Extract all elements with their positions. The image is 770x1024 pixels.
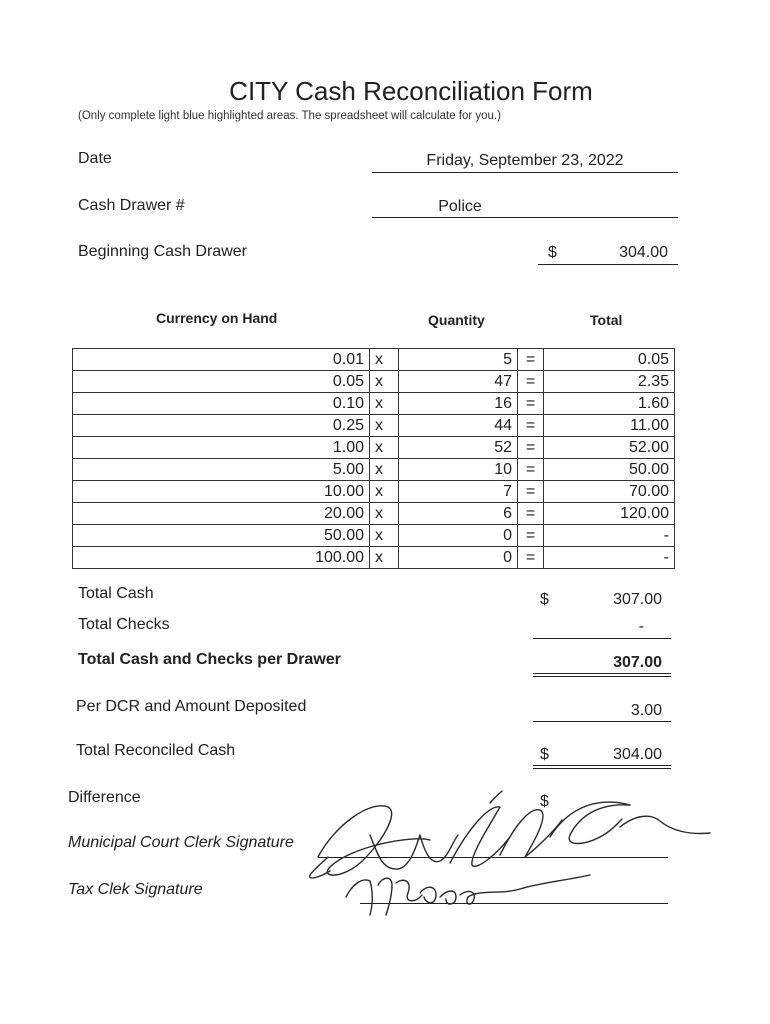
difference-currency: $ — [540, 793, 549, 810]
table-row — [73, 415, 675, 437]
equals-sign: = — [518, 349, 544, 371]
quantity-cell[interactable]: 5 — [399, 349, 518, 371]
multiply-sign: x — [370, 525, 399, 547]
total-cell: - — [544, 525, 675, 547]
total-cell: 1.60 — [544, 393, 675, 415]
table-row — [73, 481, 675, 503]
total-cash-value: 307.00 — [613, 591, 662, 608]
dcr-deposit-label: Per DCR and Amount Deposited — [76, 698, 307, 715]
date-label: Date — [78, 150, 112, 167]
beginning-cash-label: Beginning Cash Drawer — [78, 243, 247, 260]
equals-sign: = — [518, 437, 544, 459]
quantity-cell[interactable]: 47 — [399, 371, 518, 393]
equals-sign: = — [518, 415, 544, 437]
date-underline — [372, 172, 678, 173]
difference-label: Difference — [68, 789, 141, 806]
currency-column-header: Currency on Hand — [156, 310, 278, 326]
form-title: CITY Cash Reconciliation Form — [229, 76, 593, 106]
multiply-sign: x — [370, 437, 399, 459]
table-row — [73, 393, 675, 415]
total-checks-underline — [533, 638, 671, 639]
reconciled-cash-currency: $ — [540, 746, 549, 763]
total-cell: 120.00 — [544, 503, 675, 525]
total-column-header: Total — [590, 312, 623, 328]
denomination-cell: 5.00 — [73, 459, 370, 481]
table-row — [73, 459, 675, 481]
quantity-cell[interactable]: 16 — [399, 393, 518, 415]
equals-sign: = — [518, 525, 544, 547]
denomination-cell: 50.00 — [73, 525, 370, 547]
quantity-column-header: Quantity — [428, 312, 485, 328]
tax-clerk-signature-scribble — [346, 875, 590, 915]
dcr-deposit-underline — [533, 721, 671, 722]
cash-and-checks-label: Total Cash and Checks per Drawer — [78, 651, 341, 668]
multiply-sign: x — [370, 547, 399, 569]
equals-sign: = — [518, 371, 544, 393]
quantity-cell[interactable]: 52 — [399, 437, 518, 459]
beginning-cash-currency: $ — [548, 244, 557, 261]
reconciled-cash-value: 304.00 — [613, 746, 662, 763]
total-checks-label: Total Checks — [78, 616, 170, 633]
table-row — [73, 371, 675, 393]
handwritten-signatures — [300, 785, 720, 920]
cash-drawer-underline — [372, 217, 678, 218]
quantity-cell[interactable]: 0 — [399, 547, 518, 569]
total-cell: 50.00 — [544, 459, 675, 481]
denomination-cell: 0.10 — [73, 393, 370, 415]
date-value[interactable]: Friday, September 23, 2022 — [426, 152, 624, 169]
total-cell: 2.35 — [544, 371, 675, 393]
multiply-sign: x — [370, 393, 399, 415]
cash-drawer-label: Cash Drawer # — [78, 197, 185, 214]
multiply-sign: x — [370, 371, 399, 393]
equals-sign: = — [518, 503, 544, 525]
cash-and-checks-value: 307.00 — [613, 654, 662, 671]
quantity-cell[interactable]: 44 — [399, 415, 518, 437]
table-row — [73, 437, 675, 459]
total-cell: 70.00 — [544, 481, 675, 503]
multiply-sign: x — [370, 503, 399, 525]
total-cell: - — [544, 547, 675, 569]
total-cash-label: Total Cash — [78, 585, 154, 602]
denomination-cell: 0.05 — [73, 371, 370, 393]
equals-sign: = — [518, 547, 544, 569]
beginning-cash-underline — [538, 264, 678, 265]
multiply-sign: x — [370, 415, 399, 437]
reconciled-cash-double-underline — [533, 765, 671, 769]
multiply-sign: x — [370, 349, 399, 371]
table-row — [73, 503, 675, 525]
denomination-cell: 10.00 — [73, 481, 370, 503]
denomination-cell: 0.25 — [73, 415, 370, 437]
multiply-sign: x — [370, 481, 399, 503]
denomination-cell: 1.00 — [73, 437, 370, 459]
denomination-cell: 0.01 — [73, 349, 370, 371]
tax-clerk-signature-label: Tax Clek Signature — [68, 881, 203, 898]
quantity-cell[interactable]: 6 — [399, 503, 518, 525]
reconciled-cash-label: Total Reconciled Cash — [76, 742, 236, 759]
table-row — [73, 547, 675, 569]
beginning-cash-value[interactable]: 304.00 — [619, 244, 668, 261]
equals-sign: = — [518, 393, 544, 415]
equals-sign: = — [518, 481, 544, 503]
form-instructions: (Only complete light blue highlighted areas. The spreadsheet will calculate for you.) — [78, 110, 501, 122]
total-cash-currency: $ — [540, 591, 549, 608]
cash-drawer-value[interactable]: Police — [438, 198, 482, 215]
denomination-cell: 20.00 — [73, 503, 370, 525]
total-checks-value[interactable]: - — [638, 618, 644, 635]
court-clerk-signature-label: Municipal Court Clerk Signature — [68, 834, 294, 851]
total-cell: 0.05 — [544, 349, 675, 371]
quantity-cell[interactable]: 0 — [399, 525, 518, 547]
dcr-deposit-value[interactable]: 3.00 — [630, 702, 662, 719]
table-row — [73, 525, 675, 547]
equals-sign: = — [518, 459, 544, 481]
total-cell: 52.00 — [544, 437, 675, 459]
quantity-cell[interactable]: 7 — [399, 481, 518, 503]
court-clerk-signature-scribble — [310, 791, 710, 878]
cash-and-checks-double-underline — [533, 673, 671, 677]
total-cell: 11.00 — [544, 415, 675, 437]
table-row — [73, 349, 675, 371]
currency-table — [72, 348, 675, 569]
denomination-cell: 100.00 — [73, 547, 370, 569]
multiply-sign: x — [370, 459, 399, 481]
quantity-cell[interactable]: 10 — [399, 459, 518, 481]
